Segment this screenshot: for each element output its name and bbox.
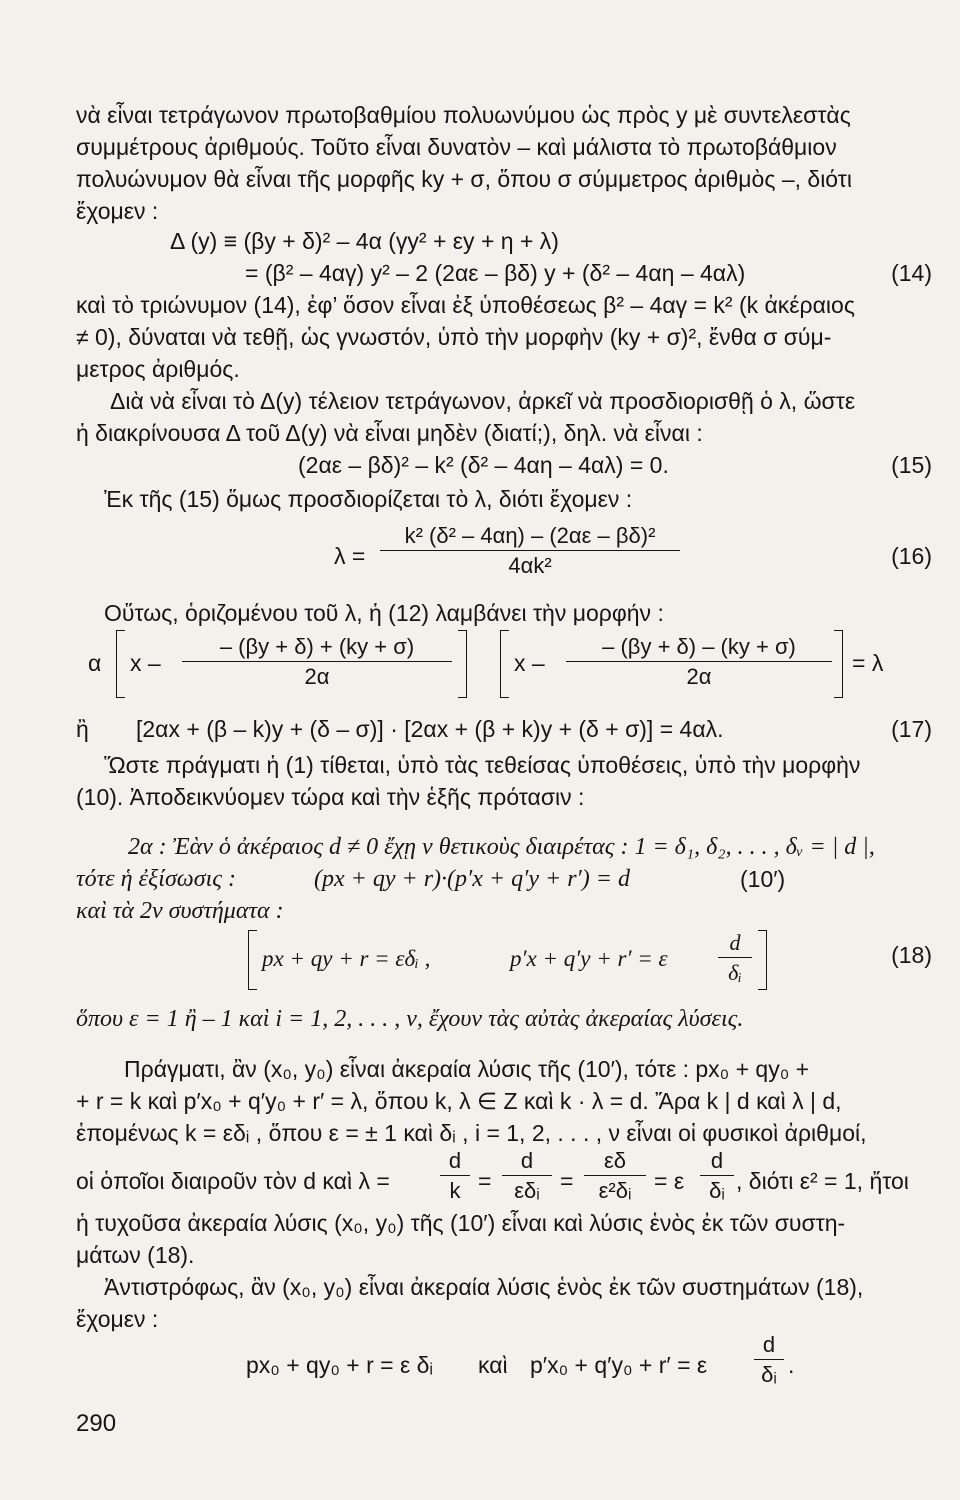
right-bracket bbox=[834, 630, 843, 698]
text-line: ἔχομεν : bbox=[76, 198, 159, 224]
equation-number: (10′) bbox=[740, 866, 786, 892]
text-line: μάτων (18). bbox=[76, 1242, 195, 1268]
theorem-line: ὅπου ε = 1 ἢ – 1 καὶ i = 1, 2, . . . , ν, ἔχουν τὰς αὐτὰς ἀκεραίας λύσεις. bbox=[76, 1006, 744, 1032]
equation-14-line2: = (β² – 4αγ) y² – 2 (2αε – βδ) y + (δ² – 4αη – 4αλ) bbox=[245, 260, 746, 286]
fraction bbox=[502, 1148, 552, 1204]
fraction bbox=[754, 1332, 784, 1388]
text-line: (10). Ἀποδεικνύομεν τώρα καὶ τὴν ἑξῆς πρότασιν : bbox=[76, 784, 585, 810]
fraction-bar bbox=[754, 1359, 784, 1360]
theorem-equation: (px + qy + r)·(p′x + q′y + r′) = d bbox=[314, 866, 630, 892]
alpha-coefficient: α bbox=[88, 650, 102, 676]
left-bracket bbox=[116, 630, 125, 698]
fraction-numerator: d bbox=[729, 930, 741, 955]
fraction-numerator: k² (δ² – 4αη) – (2αε – βδ)² bbox=[404, 523, 656, 548]
fraction-bar bbox=[718, 957, 752, 958]
text-line: οἱ ὁποῖοι διαιροῦν τὸν d καὶ λ = bbox=[76, 1168, 390, 1194]
equation-16-lhs: λ = bbox=[334, 543, 366, 569]
text-line: καὶ τὸ τριώνυμον (14), ἐφ’ ὅσον εἶναι ἐξ ὑποθέσεως β² – 4αγ = k² (k ἀκέραιος bbox=[76, 292, 855, 318]
right-bracket bbox=[458, 630, 467, 698]
equation-number: (18) bbox=[891, 942, 932, 968]
x-minus: x – bbox=[514, 650, 545, 676]
fraction-denominator: 2α bbox=[304, 664, 330, 689]
final-equation-2: p′x₀ + q′y₀ + r′ = ε bbox=[530, 1352, 708, 1378]
fraction-denominator: 2α bbox=[686, 664, 712, 689]
equation-number: (15) bbox=[891, 452, 932, 478]
fraction-numerator: – (βy + δ) – (ky + σ) bbox=[602, 634, 796, 659]
left-bracket bbox=[500, 630, 509, 698]
fraction-denominator: δᵢ bbox=[728, 960, 742, 985]
text-line: Πράγματι, ἂν (x₀, y₀) εἶναι ἀκεραία λύσις τῆς (10′), τότε : px₀ + qy₀ + bbox=[124, 1056, 810, 1082]
system-fraction bbox=[718, 930, 752, 986]
fraction-numerator: – (βy + δ) + (ky + σ) bbox=[219, 634, 415, 659]
fraction-denominator: δᵢ bbox=[709, 1178, 725, 1203]
fraction-numerator: εδ bbox=[603, 1148, 627, 1173]
x-minus: x – bbox=[130, 650, 161, 676]
fraction bbox=[440, 1148, 470, 1204]
fraction-numerator: d bbox=[448, 1148, 462, 1173]
text-line: νὰ εἶναι τετράγωνον πρωτοβαθμίου πολυωνύμου ὡς πρὸς y μὲ συντελεστὰς bbox=[76, 102, 851, 128]
fraction bbox=[584, 1148, 646, 1204]
equation-17: [2αx + (β – k)y + (δ – σ)] · [2αx + (β + k)y + (δ + σ)] = 4αλ. bbox=[136, 716, 724, 742]
equation-15: (2αε – βδ)² – k² (δ² – 4αη – 4αλ) = 0. bbox=[298, 452, 669, 478]
theorem-line: καὶ τὰ 2ν συστήματα : bbox=[76, 898, 284, 924]
text-line: Ἀντιστρόφως, ἂν (x₀, y₀) εἶναι ἀκεραία λύσις ἑνὸς ἐκ τῶν συστημάτων (18), bbox=[104, 1274, 864, 1300]
equation-number: (14) bbox=[891, 260, 932, 286]
fraction-bar bbox=[380, 550, 680, 551]
fraction-bar bbox=[566, 661, 832, 662]
fraction-bar bbox=[700, 1175, 734, 1176]
text-line: πολυώνυμον θὰ εἶναι τῆς μορφῆς ky + σ, ὅπου σ σύμμετρος ἀριθμὸς –, διότι bbox=[76, 166, 852, 192]
equals-lambda: = λ bbox=[852, 650, 884, 676]
text-line: μετρος ἀριθμός. bbox=[76, 356, 240, 382]
period: . bbox=[788, 1352, 795, 1378]
equals-sign: = bbox=[560, 1168, 574, 1194]
fraction-bar bbox=[584, 1175, 646, 1176]
equals-sign: = bbox=[478, 1168, 492, 1194]
text-line: Διὰ νὰ εἶναι τὸ Δ(y) τέλειον τετράγωνον, ἀρκεῖ νὰ προσδιορισθῇ ὁ λ, ὥστε bbox=[110, 388, 856, 414]
text-line: ἔχομεν : bbox=[76, 1306, 159, 1332]
equation-number: (16) bbox=[891, 543, 932, 569]
system-equation-2: p′x + q′y + r′ = ε bbox=[510, 946, 668, 971]
fraction-denominator: εδᵢ bbox=[514, 1178, 540, 1203]
bracket-fraction-2 bbox=[566, 634, 832, 690]
bracket-fraction-1 bbox=[182, 634, 452, 690]
fraction-denominator: δᵢ bbox=[761, 1362, 777, 1387]
text-line: Οὕτως, ὁριζομένου τοῦ λ, ἡ (12) λαμβάνει τὴν μορφήν : bbox=[104, 600, 664, 626]
text-line: συμμέτρους ἀριθμούς. Τοῦτο εἶναι δυνατὸν – καὶ μάλιστα τὸ πρωτοβάθμιον bbox=[76, 134, 837, 160]
fraction-bar bbox=[182, 661, 452, 662]
text-line: Ὥστε πράγματι ἡ (1) τίθεται, ὑπὸ τὰς τεθείσας ὑποθέσεις, ὑπὸ τὴν μορφὴν bbox=[104, 752, 861, 778]
text-line: ἡ τυχοῦσα ἀκεραία λύσις (x₀, y₀) τῆς (10′) εἶναι καὶ λύσις ἑνὸς ἐκ τῶν συστη- bbox=[76, 1210, 846, 1236]
final-equation-1: px₀ + qy₀ + r = ε δᵢ bbox=[246, 1352, 434, 1378]
equation-16-fraction bbox=[380, 523, 680, 579]
fraction-numerator: d bbox=[710, 1148, 724, 1173]
or-word: ἢ bbox=[76, 716, 89, 742]
left-bracket bbox=[248, 930, 257, 990]
text-line: ≠ 0), δύναται νὰ τεθῇ, ὡς γνωστόν, ὑπὸ τὴν μορφὴν (ky + σ)², ἔνθα σ σύμ- bbox=[76, 324, 832, 350]
right-bracket bbox=[758, 930, 767, 990]
and-word: καὶ bbox=[478, 1352, 508, 1378]
equation-14-line1: Δ (y) ≡ (βy + δ)² – 4α (γy² + εy + η + λ) bbox=[170, 228, 559, 254]
theorem-line: τότε ἡ ἐξίσωσις : bbox=[76, 866, 236, 892]
fraction bbox=[700, 1148, 734, 1204]
fraction-numerator: d bbox=[762, 1332, 776, 1357]
text-line: Ἐκ τῆς (15) ὅμως προσδιορίζεται τὸ λ, διότι ἔχομεν : bbox=[104, 486, 633, 512]
fraction-denominator: 4αk² bbox=[508, 553, 552, 578]
equals-epsilon: = ε bbox=[654, 1168, 685, 1194]
fraction-bar bbox=[440, 1175, 470, 1176]
fraction-numerator: d bbox=[520, 1148, 534, 1173]
text-line: + r = k καὶ p′x₀ + q′y₀ + r′ = λ, ὅπου k, λ ∈ Z καὶ k · λ = d. Ἄρα k | d καὶ λ | d, bbox=[76, 1088, 842, 1114]
fraction-denominator: ε²δᵢ bbox=[598, 1178, 632, 1203]
page-number: 290 bbox=[76, 1410, 117, 1437]
theorem-line: 2α : Ἐὰν ὁ ἀκέραιος d ≠ 0 ἔχῃ ν θετικοὺς διαιρέτας : 1 = δ₁, δ₂, . . . , δᵥ = | d |, bbox=[128, 834, 875, 860]
fraction-denominator: k bbox=[449, 1178, 461, 1203]
equation-number: (17) bbox=[891, 716, 932, 742]
text-line: ἡ διακρίνουσα Δ τοῦ Δ(y) νὰ εἶναι μηδὲν (διατί;), δηλ. νὰ εἶναι : bbox=[76, 420, 703, 446]
text-line: , διότι ε² = 1, ἤτοι bbox=[736, 1168, 909, 1194]
fraction-bar bbox=[502, 1175, 552, 1176]
text-line: ἑπομένως k = εδᵢ , ὅπου ε = ± 1 καὶ δᵢ , i = 1, 2, . . . , ν εἶναι οἱ φυσικοὶ ἀριθμοί, bbox=[76, 1120, 867, 1146]
system-equation-1: px + qy + r = εδᵢ , bbox=[262, 946, 431, 971]
